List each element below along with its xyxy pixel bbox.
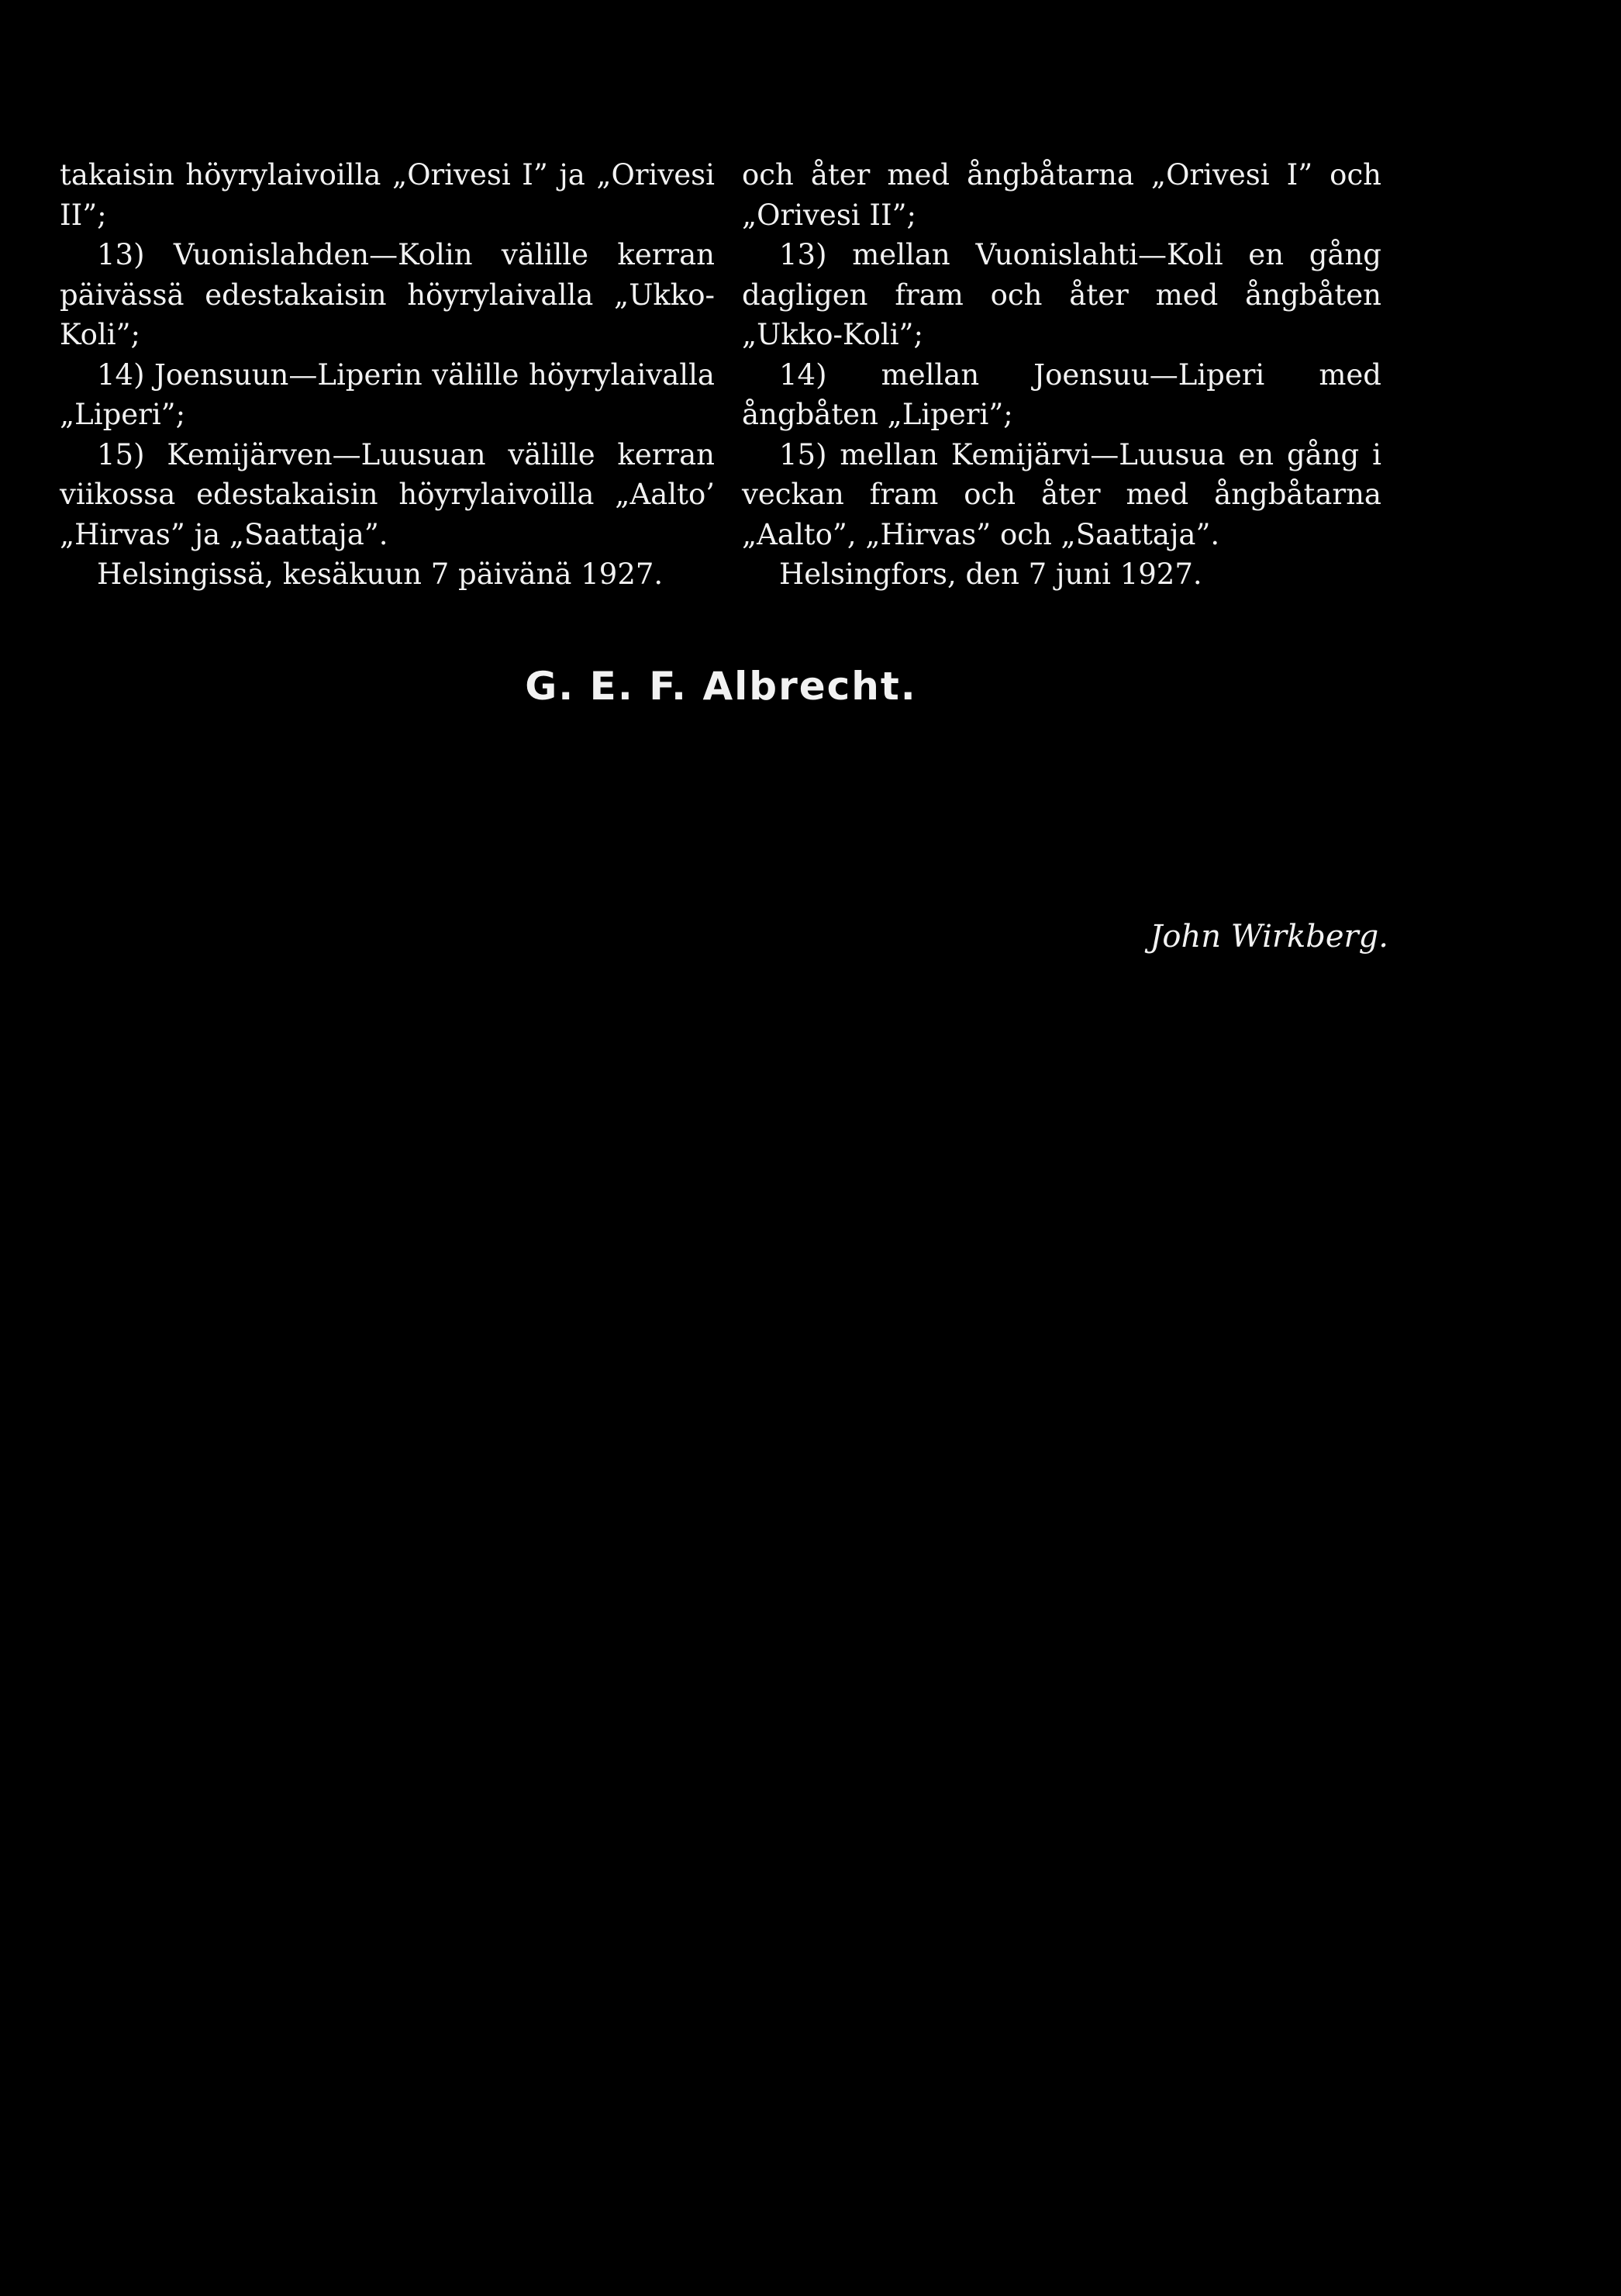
sv-item-15: 15) mellan Kemijärvi—Luusua en gång i veckan fram och åter med ångbåtarna „Aalto”, „Hirvas” och „Saattaja”. [742, 437, 1381, 551]
fi-item-15: 15) Kemijärven—Luusuan välille kerran viikossa edestakaisin höyrylaivoilla „Aalto’ „Hirvas” ja „Saattaja”. [60, 437, 715, 551]
fi-item-13: 13) Vuonislahden—Kolin välille kerran päivässä edestakaisin höyrylaivalla „Ukko-Koli”; [60, 238, 715, 351]
finnish-column [60, 155, 715, 595]
sv-continuation: och åter med ångbåtarna „Orivesi I” och „Orivesi II”; [742, 158, 1381, 232]
signer-name: G. E. F. Albrecht. [525, 664, 917, 709]
swedish-column [742, 155, 1381, 595]
sv-date-line: Helsingfors, den 7 juni 1927. [779, 558, 1202, 591]
fi-continuation: takaisin höyrylaivoilla „Orivesi I” ja „Orivesi II”; [60, 158, 715, 232]
sv-item-13: 13) mellan Vuonislahti—Koli en gång dagligen fram och åter med ångbåten „Ukko-Koli”; [742, 238, 1381, 351]
fi-item-14: 14) Joensuun—Liperin välille höyrylaivalla „Liperi”; [60, 357, 715, 431]
sv-item-14: 14) mellan Joensuu—Liperi med ångbåten „Liperi”; [742, 357, 1381, 431]
fi-date-line: Helsingissä, kesäkuun 7 päivänä 1927. [97, 558, 664, 591]
cosigner-name: John Wirkberg. [1150, 919, 1388, 955]
